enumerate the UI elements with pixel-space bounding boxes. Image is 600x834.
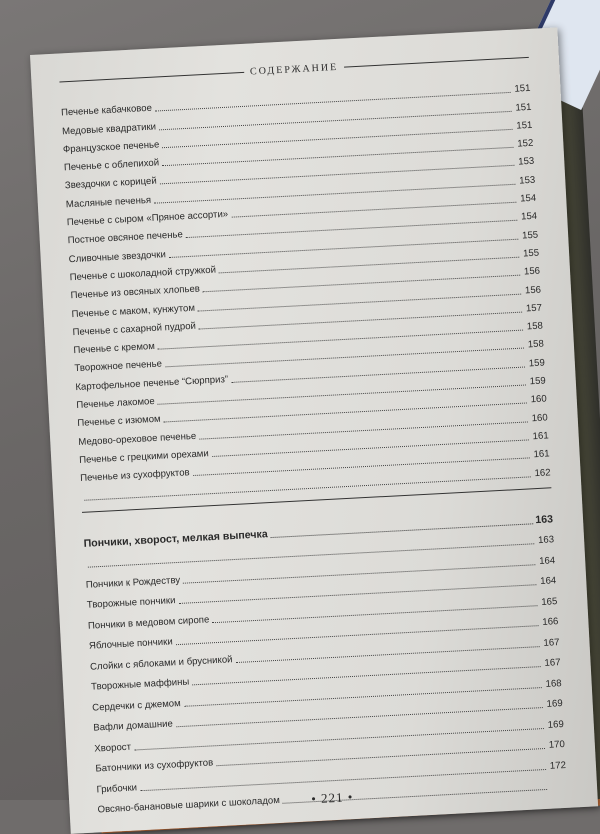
entry-label: Яблочные пончики [88, 636, 173, 652]
entry-page-number: 151 [514, 83, 531, 95]
entry-page-number: 152 [517, 137, 534, 150]
entry-page-number: 155 [521, 229, 539, 242]
entry-label: Творожные маффины [90, 676, 190, 693]
entry-label: Печенье кабачковое [60, 102, 153, 119]
entry-page-number: 164 [539, 575, 557, 588]
section-label: Пончики, хворост, мелкая выпечка [83, 527, 268, 550]
page-title: СОДЕРЖАНИЕ [249, 61, 339, 77]
entry-label: Картофельное печенье “Сюрприз” [75, 373, 229, 393]
entry-page-number: 154 [520, 211, 538, 223]
entry-label: Печенье с изюмом [77, 414, 161, 430]
entry-label: Батончики из сухофруктов [95, 757, 214, 775]
entry-page-number: 167 [544, 657, 561, 669]
entry-page-number: 153 [518, 174, 536, 187]
entry-page-number: 156 [524, 284, 542, 296]
entry-label: Печенье с маком, кунжутом [71, 302, 196, 320]
entry-label: Вафли домашние [93, 718, 174, 734]
entry-page-number: 166 [542, 616, 559, 628]
toc-list-section [84, 526, 567, 817]
toc-content [59, 47, 567, 817]
entry-label: Печенье с кремом [73, 341, 156, 357]
entry-label: Хворост [94, 741, 132, 755]
entry-page-number: 170 [548, 738, 566, 751]
page-number: • 221 • [310, 789, 354, 807]
entry-page-number: 161 [532, 430, 549, 443]
entry-page-number: 168 [545, 677, 562, 690]
entry-label: Французское печенье [62, 139, 160, 156]
entry-page-number: 155 [522, 247, 540, 260]
entry-label: Печенье с облепихой [63, 157, 160, 174]
entry-label: Грибочки [96, 781, 138, 796]
entry-label: Медово-ореховое печенье [78, 430, 197, 448]
entry-page-number: 172 [549, 759, 567, 772]
book-page [30, 27, 598, 834]
entry-label: Творожные пончики [86, 595, 176, 611]
entry-page-number: 158 [527, 338, 545, 351]
entry-page-number: 163 [537, 534, 555, 547]
entry-label: Печенье с сахарной пудрой [72, 320, 197, 339]
entry-label: Печенье с шоколадной стружкой [69, 264, 217, 284]
entry-page-number: 153 [517, 156, 535, 169]
entry-label: Пончики в медовом сиропе [87, 613, 210, 632]
entry-label: Звездочки с корицей [64, 176, 158, 192]
entry-label: Печенье лакомое [76, 396, 155, 412]
entry-label: Печенье из сухофруктов [79, 467, 190, 485]
entry-page-number: 151 [515, 101, 532, 114]
entry-label: Печенье с сыром «Пряное ассорти» [66, 208, 229, 229]
entry-page-number: 151 [516, 119, 533, 132]
entry-page-number: 162 [534, 466, 551, 479]
entry-label: Слойки с яблоками и брусникой [89, 653, 233, 673]
entry-page-number: 167 [543, 636, 560, 649]
entry-label: Сердечки с джемом [91, 697, 181, 714]
header-rule-left [59, 71, 244, 82]
entry-label: Пончики к Рождеству [85, 574, 181, 591]
entry-page-number: 159 [528, 357, 546, 370]
entry-page-number: 165 [541, 595, 558, 608]
entry-label: Творожное печенье [74, 358, 163, 375]
entry-page-number: 161 [533, 448, 550, 461]
entry-page-number: 159 [529, 375, 547, 388]
entry-page-number: 164 [538, 554, 556, 567]
entry-label: Печенье из овсяных хлопьев [70, 283, 201, 302]
entry-label: Постное овсяное печенье [67, 229, 184, 247]
header-rule-right [344, 56, 529, 67]
entry-page-number: 157 [525, 302, 543, 315]
entry-label: Медовые квадратики [61, 121, 157, 138]
toc-list [60, 77, 550, 504]
entry-page-number: 160 [531, 412, 548, 424]
entry-label: Овсяно-банановые шарики с шоколадом [97, 794, 281, 816]
entry-page-number: 154 [519, 192, 537, 205]
entry-page-number: 158 [526, 320, 544, 333]
entry-label: Масляные печенья [65, 194, 152, 211]
entry-page-number: 169 [547, 718, 565, 731]
entry-page-number: 169 [546, 698, 563, 710]
entry-page-number: 160 [530, 393, 548, 406]
entry-label: Сливочные звездочки [68, 248, 167, 265]
entry-label: Печенье с грецкими орехами [78, 448, 210, 466]
entry-page-number: 156 [523, 265, 541, 278]
section-page-number: 163 [535, 512, 554, 526]
